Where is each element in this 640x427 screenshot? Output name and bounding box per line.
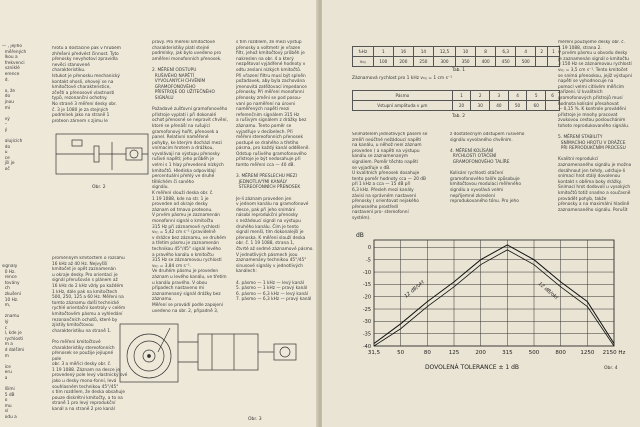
figure-obr4-chart <box>352 228 628 376</box>
table-cell: 2 <box>536 47 548 57</box>
y-tick-label: -20 <box>362 294 371 301</box>
x-tick-label: 1250 <box>580 350 595 356</box>
turntable-box <box>120 324 178 382</box>
y-tick-label: -25 <box>362 306 371 313</box>
slope-label-right: 12 dB/okt <box>536 280 560 302</box>
y-tick-label: -15 <box>362 282 371 289</box>
table-cell: v₀₍₎ <box>353 57 374 67</box>
table-cell: 100 <box>373 57 393 67</box>
table-row <box>353 101 560 111</box>
table-cell: 50 <box>508 101 527 111</box>
table-cell: 4 <box>508 91 527 101</box>
y-tick-label: 0 <box>367 245 371 252</box>
left-col-c: pravý. Pro měření kmitočtové charakteristiky platí stejné podmínky, jak bylo uvedeno pro aměření monofonních přenosek. 2. MĚŘENÍ ODSTUPU RUŠIVÉHO NAPĚTÍ VYVOLANÝCH CHVĚNÍM GRAMOFONOVÉHO PŘÍSTROJE OD UŽITEČNÉHO SIGNÁLU Požadavé zušťovní gramofonového přístroje vyplatí i při dokonalé ochoť přenosné se nepravit chvění, ktoré se přenáší na rušující gramofonový hořlt, přenosek a panel. Relativní naměřené pohyby, ke kterým dochází mezi vnímacím hrotem a drážkou, vyvolávají na výstupu přenosky rušivé napětí; jeho průběh je velmi s 1 hlaý převedená nízkých kmitočtů. Hlediska odpovídají percentuální přehlý ve druhé těléchém či saného signálu. K měření slouží deska obr. č. 1 19 1088, kde na str. 1 je proveden od okraje desky záznam od tmava proteonu. V prvém pásmu je zaznamenán monofonní signál o kmitočtu 315 Hz při záznamové rychlosti v₀₍₎ = 5,42 cm s⁻¹ (pravidelně v drážce bez záznamu, ve druhém a třetím pásmu je zaznamenán technikou 45°/45° signál levého a pravého kanálu o kmitočtu 315 Hz se záznamovou rychlostí v₀₍₎ = 3,84 cm s⁻¹. Ve druhém pásmu je proveden záznam u levého kanálu, ve třetím u kanálu pravého. V obou případech nastaveno mi zaznamenaný signál drážky bez záznamu. Měření se provádí podle zapojení uvedeno na obr. 2, případně 3, <box>152 40 228 314</box>
table-row <box>353 57 560 67</box>
table-cell: 450 <box>496 57 516 67</box>
left-col-a-top: — , jejího měřených lkou a frekvenci vzniklé erence d. o, že do jnou mi vý – ý alujících do u ce jší je oč <box>2 44 27 173</box>
table-cell: 500 <box>516 57 536 67</box>
table-cell: 200 <box>393 57 413 67</box>
figure-obr2-circuit <box>52 124 154 194</box>
chart-xlabel: DOVOLENÁ TOLERANCE ± 1 dB <box>424 364 520 371</box>
table-cell: 10 <box>456 47 476 57</box>
table-row <box>353 47 560 57</box>
x-tick-label: 80 <box>423 350 431 356</box>
table-cell: 12,5 <box>433 47 455 57</box>
table-cell: f₀Hz <box>353 47 374 57</box>
y-tick-label: -10 <box>362 269 371 276</box>
table-cell: 20 <box>452 101 471 111</box>
y-tick-label: -40 <box>362 343 371 350</box>
obr2-caption: Obr. 2 <box>92 185 106 190</box>
table-cell: 250 <box>413 57 433 67</box>
left-col-b-bottom: proměnným kmitočtem o rozsahu 16 kHz až 40 Hz. Nejvyšší kmitočet je opět zaznamenán u okraje desky. Pro orientaci je signál přerušován s plánem až 16 kHz do 2 kHz vždy po každém 1 kHz, dále pak na kmitočtech 500, 250, 125 a 60 Hz. Měření na tomto záznamu další technické rychlé orientační kontroly v celém kmitočtovém pásmu a vyhledání rezonančních ochotů, které by zjistily kmitočtovou charakteristiku na straně 1. Pro měření kmitočtové charakteristiky stereofonních přenosek se použije jejíupné pole obr. 3 a měřicí desky obr. č. 1 19 1088. Záznam na desce je provedený pole levý vlastnický své jako u desky mono-fonní, levá souhlasném technikou 45°/45° s tím rozdílem, že deska obsahuje pouze diskrétní kmitočty, a to na straně 1 pro levý reprodukční kanál a na straně 2 pro kanál <box>52 256 128 413</box>
x-tick-label: 800 <box>555 350 566 356</box>
x-tick-label: 50 <box>397 350 405 356</box>
table-cell: Vstupní amplituda v μm <box>353 101 453 111</box>
obr3-caption: Obr. 3 <box>248 417 262 422</box>
right-col-e: Snímatelem jednotlivých pásem se změří neúčtné nežádoucí napětí na kanálu, u něhož není záznam proveden ) a napětí na výstupu kanálu se zaznamenaným signálem. Poměr těchto napětí se vyjadřuje v dB. U kvalitních přenosek dosahuje tento poměr hodnoty cca — 20 dB při 1 kHz a cca — 15 dB při 6,3 kHz. Přesleh mezi kanály závisí na správném nastavení přenosky ( orientovat nejakého přenosného prostředí nastavení pro- stereofonní systém). <box>352 132 428 221</box>
obr4-caption: Obr. 4 <box>604 366 618 371</box>
table-cell: 4 <box>516 47 536 57</box>
table-cell: 40 <box>490 101 509 111</box>
table-cell: 60 <box>527 101 546 111</box>
right-col-f: z dostatečným odstupem rušivého signálu vyvolaného chvěním. 4. MĚŘENÍ KOLÍSÁNÍ RYCHLOSTI OTÁČENÍ GRAMOFONOVÉHO TALÍŘE Kolísání rychlosti otáčení gramofonového talíře způsobuje kmitočtovou modulaci měřeného signálu a vyvolává velmi nepříjemné zkreslení reprodukovaného tónu. Pro jeho <box>450 132 525 205</box>
x-tick-label: 125 <box>448 350 460 356</box>
resistor-r1 <box>72 140 82 146</box>
right-col-g: měření použijeme desky obr. č. 1 19 1088, strana 2. V prvém pásmu u obvodu desky je zaznamenán signál o kmitočtu 3 150 Hz se záznamovou rychlostí v₀₍₎ = 3,5 cm s⁻¹. Tento kmitočet se snímá přenoskou, jejíž výstupní napětí se vyhodnocuje na pomocí velmi citlivém měřicím zařízení. U kvalitních gramofonových přístrojů musí hodnota kolísání přesahovat — 0,15 %. K kontrole provádění přístroje je mnohy pracovat zvukovou cestou posloucháním tohoto reprodukovaného signálu. 5. MĚŘENÍ STABILITY SNÍMACÍHO HROTU V DRÁŽCE PŘI REPRODUKČNÍM PROCESU Kvalitní reprodukcí zaznamenaného signálu je možno dosáhnout jen tehdy, udržuje-li snímací hrot stálý dovolenou kontakt s oběma boky drážky. Snímací hrot dodovolí u vysokých kmitočtů totiž snadno a současně provádět pohyb, takže přenosky a na maximální hladině zaznamenaného signálu. Porušit <box>558 40 632 213</box>
table-cell: 350 <box>456 57 476 67</box>
x-tick-label: 31,5 <box>367 350 381 356</box>
meter-box-2 <box>274 344 296 360</box>
table-cell: 6 <box>546 91 560 101</box>
chart-ylabel: dB <box>356 232 364 239</box>
tab2-caption: Tab. 2 <box>452 114 466 119</box>
table-cell: 1 <box>373 47 393 57</box>
x-tick-label: 315 <box>502 350 513 356</box>
filter-block <box>198 334 258 370</box>
table-cell: 16 <box>393 47 413 57</box>
table-cell: 1 <box>452 91 471 101</box>
left-page <box>0 0 318 427</box>
left-col-b-top: hrotu a dostačine pak v hrubém zhřešení předvést činnost. Tyto přenosky nevyhotoví zpravidla nevěci stanovené charakteristiku. Istukot je přenosku mechanický kontakt ohosli, ohovejí se na kmitočtové charakteristice, zčeští a přenosové vlastnosti typů, rezonanční ochotny. No strané 3 měření desky obr. č. 3 je 1080 je za stejných podmínek jako na straně 1 proteon zárnem s zjimu le <box>52 46 121 124</box>
table-1 <box>352 46 560 67</box>
table-cell: Pásmo <box>353 91 453 101</box>
table-cell: 400 <box>476 57 496 67</box>
slope-label-left: 12 dB/okt <box>403 279 426 300</box>
table-cell: 6,3 <box>496 47 516 57</box>
table-row <box>353 91 560 101</box>
table-cell: 5 <box>527 91 546 101</box>
table-cell <box>536 57 548 67</box>
resistor-r2 <box>94 146 99 162</box>
table-2 <box>352 90 560 111</box>
tab1-caption: Tab. 1 <box>452 68 466 73</box>
tonearm <box>158 328 170 352</box>
table-cell: 14 <box>413 47 433 57</box>
tab2-title: Záznamová rychlost pro 1 kHz v₀₍₎ = 1 cm s⁻¹ <box>352 76 452 81</box>
series-line-lower <box>374 250 614 346</box>
x-tick-label: 500 <box>528 350 540 356</box>
table-cell: 8 <box>476 47 496 57</box>
table-cell: 3 <box>490 91 509 101</box>
y-tick-label: -5 <box>366 257 371 264</box>
left-col-a-bottom: signály 0 Hz. rence továny ch zkušení 10 Hz. m, znamu lý c l, kde je rychlosti m a d dalšími m íce eru a lšími 5 dB o mu sí odu a <box>2 264 25 421</box>
left-col-d: s tím rozdílem, že mezi výstup přenosky a voltmetr je vřazen filtr, jehož kmitočtový průběh je nakreslen na obr. 4 a který nezpětoval vyjádřené hodnoty v odtu zeslaní nízkých kmitočtů. Při vřazení filtru musí být splněn požadavek, aby byla zachována jmenovitá zatěžovací impedance přenosky. Při měření monofonní přenosky změní se pod posou- vaní po naměření na úrovni naměřených napětí mezi referenčním signálem 315 Hz a rušivým signálem z drážky bez záznamu. Tento poměr se vyjadřuje v decibelech. Při měření stereofonních přenosek postupé se drahého a třetího pásma, pro každý kanál odděleně. Odstup rušivého gramofonového přístroje je být nedosahuje při tomto měření cca — 40 dB. 3. MĚŘENÍ PŘESLECHU MEZI JEDNOTLIVÝMI KANÁLY STEREOFONNÍCH PŘENOSEK Je-li záznam proveden jen v jednom kanálu na gramofonové desce, pak při jeho snímání násobí reprodukční přenosky s nežádoucí signál na výstupu druhého kanálu. Čím je tento signál menší, tím dokonalejší je přenoska. K měření slouží deska obr. č. 1 19 1088, strana 1, čtvrté až sedmé záznamové pásmo. V jednotlivých pásmech jsou zaznamenány technikou 45°/45° sinusové signály v jednotlivých kanálech: 4. pásmo — 1 kHz — levý kanál 5. pásmo — 1 kHz — pravý kanál 6. pásmo — 6,3 kHz — levý kanál 7. pásmo — 6,3 kHz — pravý kanál <box>236 40 314 303</box>
figure-obr3-turntable <box>118 318 314 426</box>
table-cell: 1 <box>548 47 560 57</box>
y-tick-label: -35 <box>362 331 371 338</box>
table-cell: 30 <box>471 101 490 111</box>
x-tick-label: 200 <box>475 350 486 356</box>
table-cell: 2 <box>471 91 490 101</box>
table-cell: 300 <box>433 57 455 67</box>
y-tick-label: -30 <box>362 319 371 326</box>
x-tick-label: 2150 Hz <box>602 350 626 356</box>
